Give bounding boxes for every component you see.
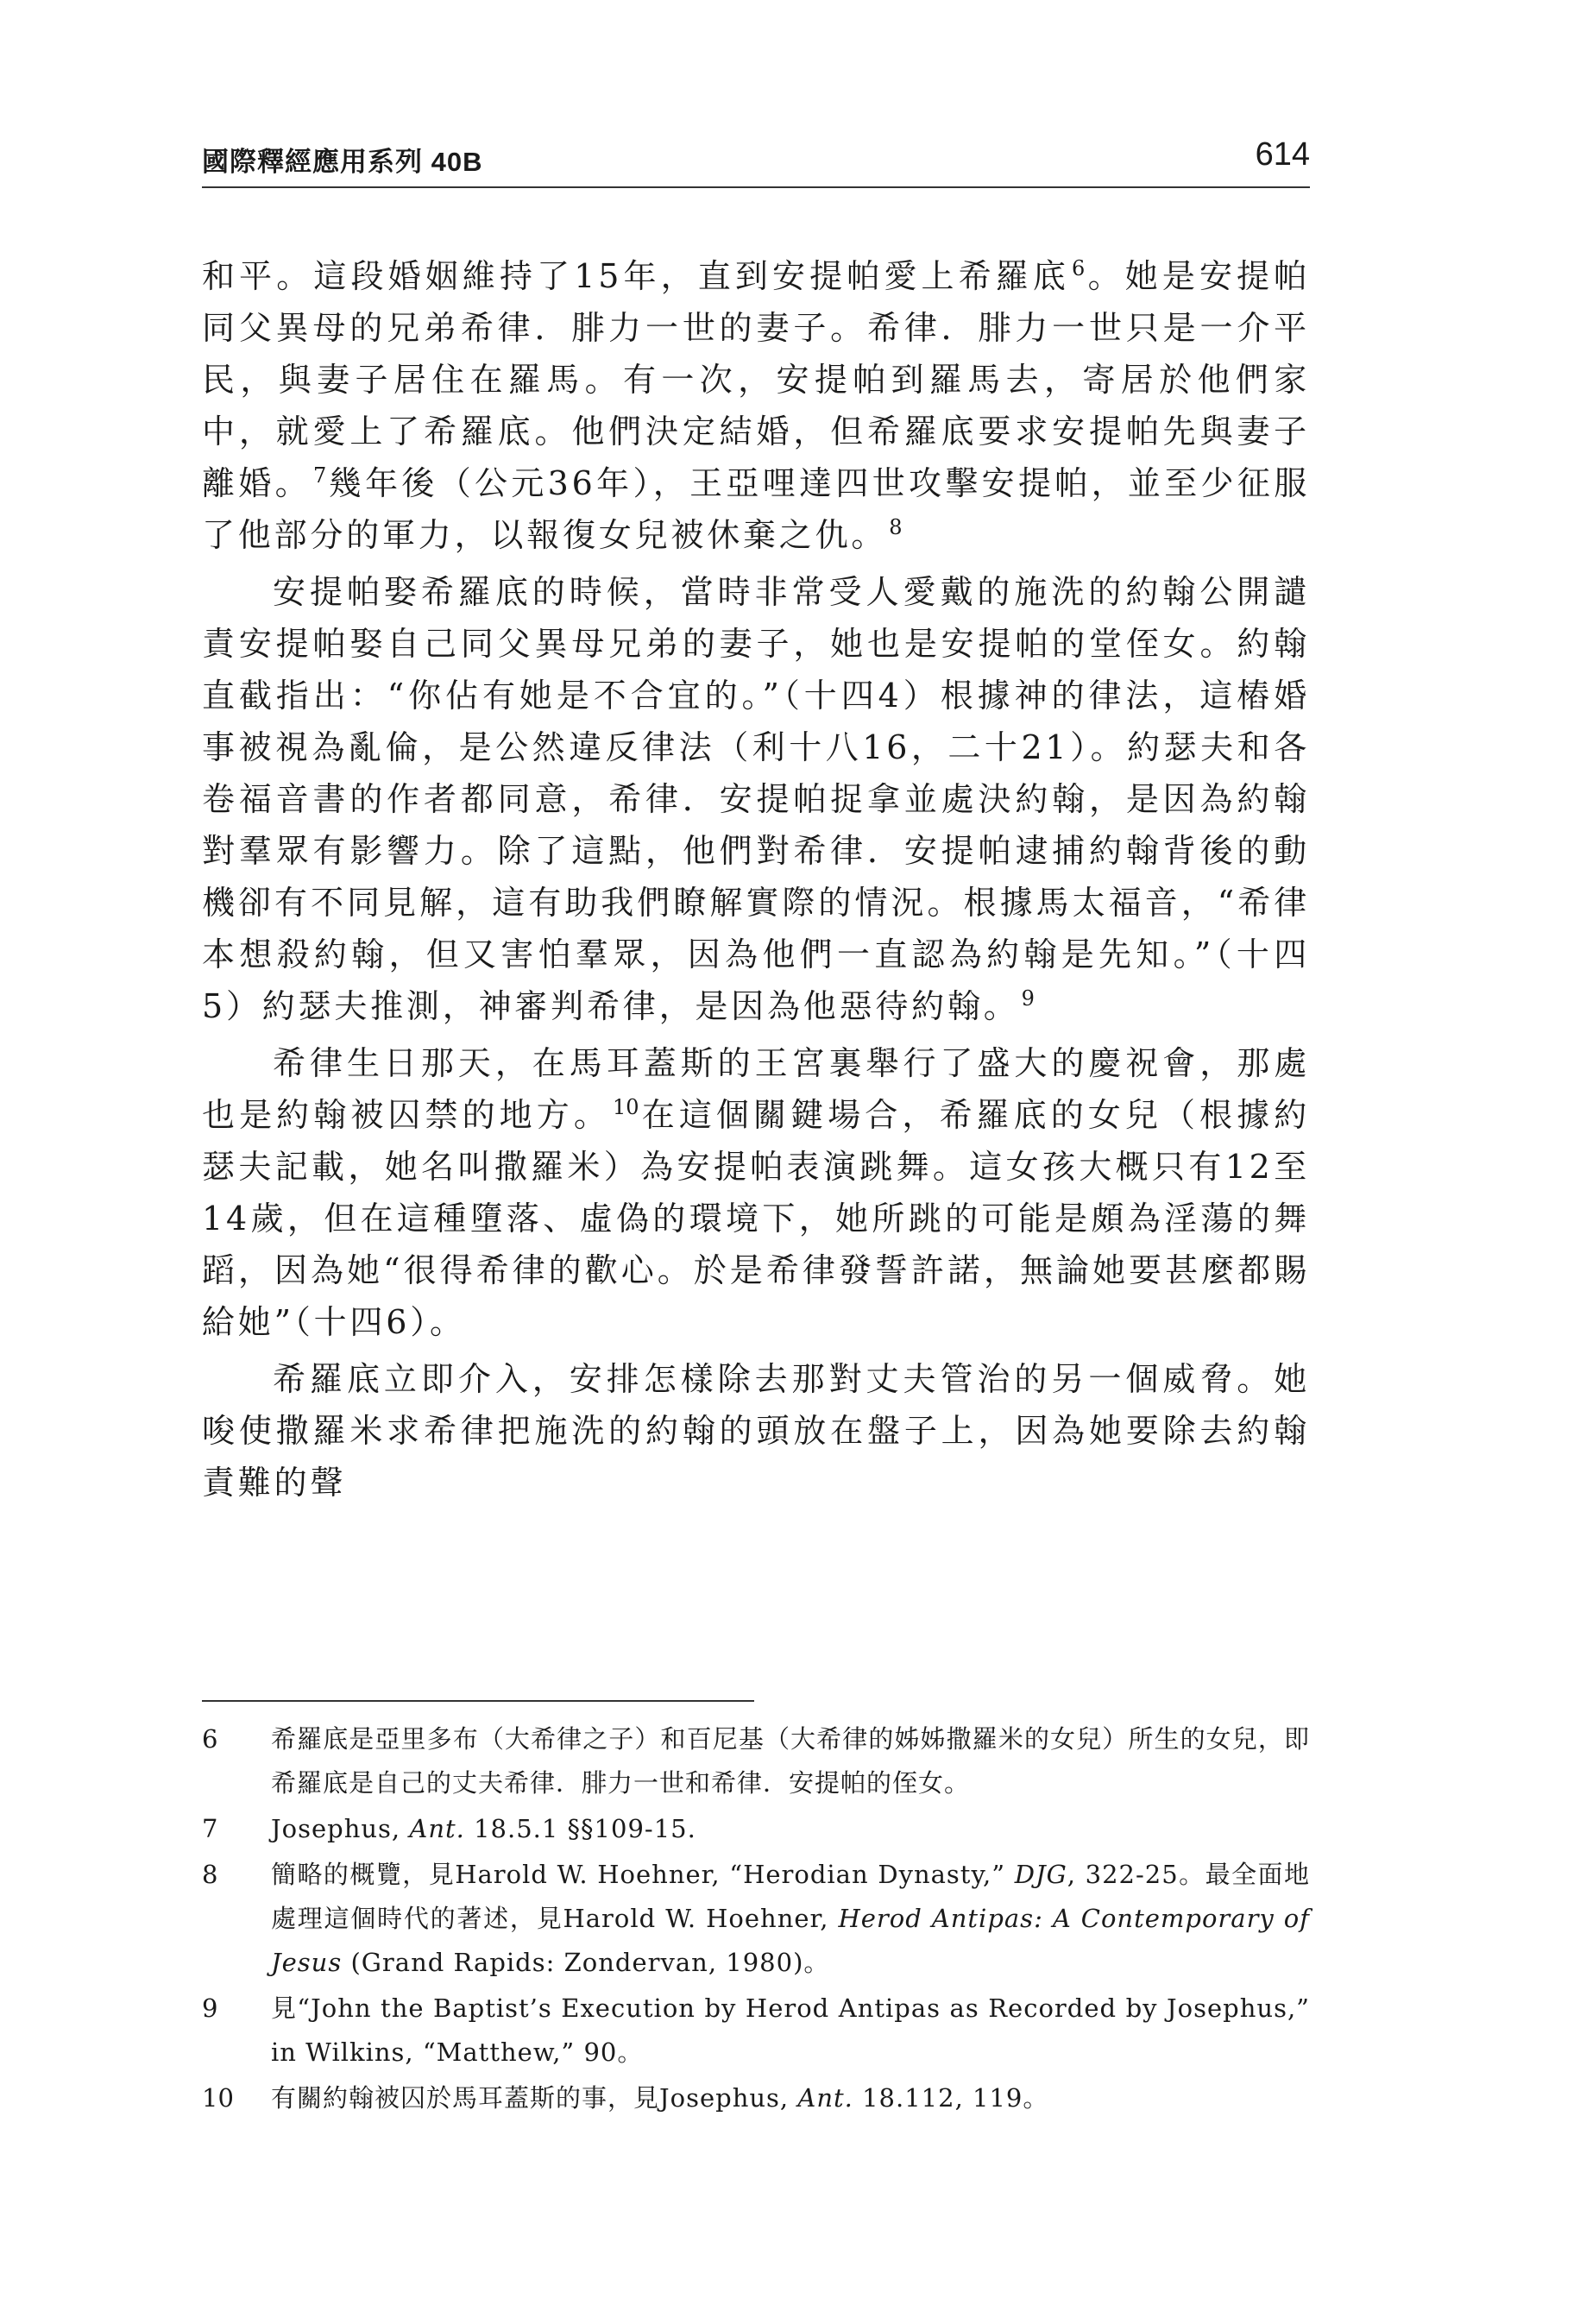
running-title: 國際釋經應用系列 40B bbox=[202, 147, 483, 177]
text-run: 簡略的概覽，見Harold W. Hoehner, “Herodian Dynasty,” bbox=[271, 1860, 1015, 1889]
italic-text: DJG bbox=[1014, 1860, 1067, 1889]
main-text bbox=[202, 250, 1310, 1514]
footnote-ref: 10 bbox=[612, 1095, 639, 1119]
footnote-number: 9 bbox=[202, 1993, 218, 2023]
footnote-number: 6 bbox=[202, 1724, 218, 1754]
text-run: 安提帕娶希羅底的時候，當時非常受人愛戴的施洗的約翰公開譴責安提帕娶自己同父異母兄弟的妻子，她也是安提帕的堂侄女。約翰直截指出：“你佔有她是不合宜的。”（十四4）根據神的律法，這樁婚事被視為亂倫，是公然違反律法（利十八16，二十21）。約瑟夫和各卷福音書的作者都同意，希律．安提帕捉拿並處決約翰，是因為約翰對羣眾有影響力。除了這點，他們對希律．安提帕逮捕約翰背後的動機卻有不同見解，這有助我們瞭解實際的情況。根據馬太福音，“希律本想殺約翰，但又害怕羣眾，因為他們一直認為約翰是先知。”（十四5）約瑟夫推測，神審判希律，是因為他惡待約翰。 bbox=[202, 573, 1310, 1025]
text-run: 希羅底立即介入，安排怎樣除去那對丈夫管治的另一個威脅。她唆使撒羅米求希律把施洗的約翰的頭放在盤子上，因為她要除去約翰責難的聲 bbox=[202, 1360, 1310, 1502]
footnote-text bbox=[271, 1807, 1310, 1851]
text-run: 18.5.1 §§109-15. bbox=[464, 1814, 696, 1843]
footnote bbox=[202, 1717, 1310, 1805]
footnote-text bbox=[271, 1853, 1310, 1985]
footnote bbox=[202, 2076, 1310, 2120]
page-number: 614 bbox=[1255, 136, 1310, 173]
paragraph bbox=[202, 1037, 1310, 1348]
footnote-text bbox=[271, 1717, 1310, 1805]
text-run: 見“John the Baptist’s Execution by Herod Antipas as Recorded by Josephus,” in Wilkins, “Matthew,” 90。 bbox=[271, 1993, 1310, 2067]
footnote bbox=[202, 1807, 1310, 1851]
italic-text: Ant. bbox=[409, 1814, 465, 1843]
text-run: 有關約翰被囚於馬耳蓋斯的事，見Josephus, bbox=[271, 2083, 798, 2113]
footnote-separator bbox=[202, 1700, 754, 1702]
footnote-number: 7 bbox=[202, 1814, 218, 1843]
footnote-number: 8 bbox=[202, 1860, 218, 1889]
text-run: 希律生日那天，在馬耳蓋斯的王宮裏舉行了盛大的慶祝會，那處也是約翰被囚禁的地方。 bbox=[202, 1044, 1310, 1134]
text-run: 希羅底是亞里多布（大希律之子）和百尼基（大希律的姊姊撒羅米的女兒）所生的女兒，即希羅底是自己的丈夫希律．腓力一世和希律．安提帕的侄女。 bbox=[271, 1724, 1310, 1798]
text-run: , 322-25。最全面地處理這個時代的著述，見Harold W. Hoehner, bbox=[271, 1860, 1310, 1933]
footnote-ref: 7 bbox=[312, 463, 327, 488]
paragraph bbox=[202, 566, 1310, 1032]
text-run: 幾年後（公元36年），王亞哩達四世攻擊安提帕，並至少征服了他部分的軍力，以報復女兒被休棄之仇。 bbox=[202, 464, 1310, 554]
footnote bbox=[202, 1987, 1310, 2075]
text-run: (Grand Rapids: Zondervan, 1980)。 bbox=[342, 1948, 830, 1977]
italic-text: Herod Antipas: A Contemporary of Jesus bbox=[271, 1904, 1310, 1977]
footnote-ref: 8 bbox=[889, 515, 903, 539]
footnote-ref: 9 bbox=[1021, 986, 1035, 1011]
footnote-ref: 6 bbox=[1071, 256, 1086, 280]
text-run: 和平。這段婚姻維持了15年，直到安提帕愛上希羅底 bbox=[202, 257, 1070, 295]
paragraph bbox=[202, 250, 1310, 561]
italic-text: Ant. bbox=[797, 2083, 853, 2113]
footnote-text bbox=[271, 1987, 1310, 2075]
text-run: 在這個關鍵場合，希羅底的女兒（根據約瑟夫記載，她名叫撒羅米）為安提帕表演跳舞。這女孩大概只有12至14歲，但在這種墮落、虛偽的環境下，她所跳的可能是頗為淫蕩的舞蹈，因為她“很得希律的歡心。於是希律發誓許諾，無論她要甚麼都賜給她”（十四6）。 bbox=[202, 1096, 1310, 1341]
footnote-number: 10 bbox=[202, 2083, 234, 2113]
header-rule bbox=[202, 186, 1310, 188]
text-run: 18.112, 119。 bbox=[853, 2083, 1049, 2113]
footnote bbox=[202, 1853, 1310, 1985]
text-run: 。她是安提帕同父異母的兄弟希律．腓力一世的妻子。希律．腓力一世只是一介平民，與妻子居住在羅馬。有一次，安提帕到羅馬去，寄居於他們家中，就愛上了希羅底。他們決定結婚，但希羅底要求安提帕先與妻子離婚。 bbox=[202, 257, 1310, 502]
text-run: Josephus, bbox=[271, 1814, 410, 1843]
paragraph bbox=[202, 1353, 1310, 1508]
footnote-text bbox=[271, 2076, 1310, 2120]
page-header bbox=[202, 136, 1310, 190]
footnotes bbox=[202, 1717, 1310, 2122]
